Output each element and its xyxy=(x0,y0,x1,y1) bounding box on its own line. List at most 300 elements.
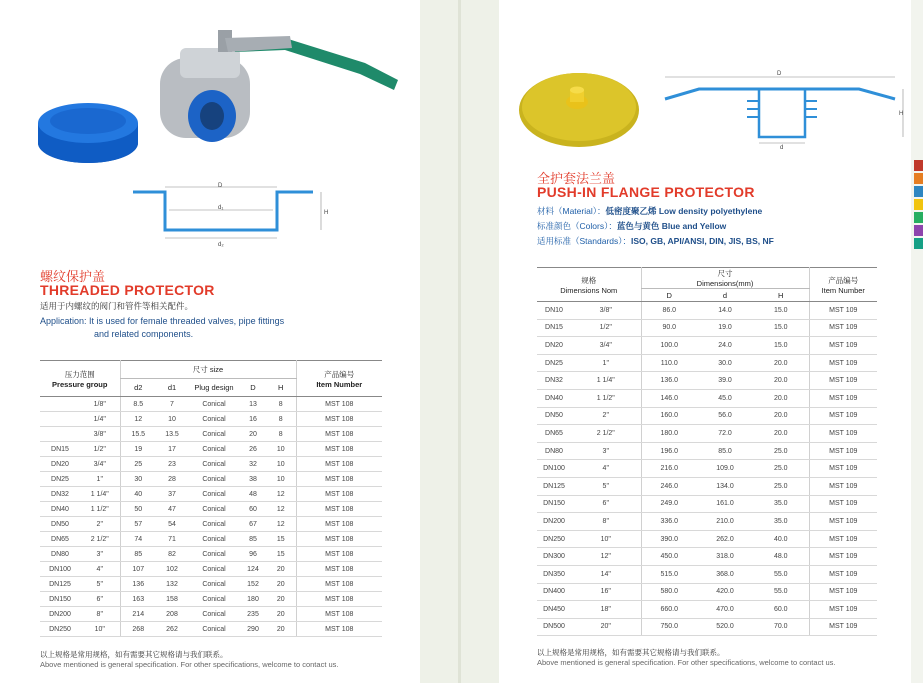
table-cell: 18" xyxy=(571,601,641,619)
table-cell: DN15 xyxy=(40,442,80,457)
table-cell xyxy=(40,412,80,427)
colors-label: 标准颜色（Colors）： xyxy=(537,221,617,231)
col-D: D xyxy=(641,289,697,302)
col-d2: d2 xyxy=(120,379,156,397)
table-cell: 30.0 xyxy=(697,354,753,372)
pressure-group-header xyxy=(40,361,120,397)
table-cell: 390.0 xyxy=(641,530,697,548)
chapter-tab[interactable] xyxy=(914,160,923,171)
table-cell: 1/8" xyxy=(80,397,120,412)
table-cell: 3/8" xyxy=(571,302,641,320)
chapter-tab[interactable] xyxy=(914,225,923,236)
table-cell: 6" xyxy=(571,495,641,513)
table-cell: 136.0 xyxy=(641,372,697,390)
table-cell: 110.0 xyxy=(641,354,697,372)
col-H: H xyxy=(778,290,784,300)
application-cn: 适用于内螺纹的阀门和管件等相关配件。 xyxy=(40,301,194,311)
standards-label: 适用标准（Standards）： xyxy=(537,236,631,246)
dim-label-D: D xyxy=(218,183,223,189)
chapter-tab[interactable] xyxy=(914,186,923,197)
table-row xyxy=(537,407,877,425)
table-cell: 246.0 xyxy=(641,477,697,495)
table-cell: 20.0 xyxy=(753,407,809,425)
table-cell: 1 1/2" xyxy=(80,502,120,517)
table-cell: MST 109 xyxy=(809,407,877,425)
table-cell: 470.0 xyxy=(697,601,753,619)
table-cell: 24.0 xyxy=(697,337,753,355)
chapter-tab[interactable] xyxy=(914,238,923,249)
threaded-protector-diagram xyxy=(125,180,345,250)
table-cell: 15 xyxy=(266,532,296,547)
table-cell: 12 xyxy=(266,517,296,532)
table-cell: 12" xyxy=(571,548,641,566)
dim-cn: 尺寸 xyxy=(717,269,733,278)
table-cell: 3" xyxy=(571,442,641,460)
table-cell: 2 1/2" xyxy=(571,425,641,443)
table-cell: 8 xyxy=(266,397,296,412)
table-cell: 20.0 xyxy=(753,425,809,443)
table-cell: 20 xyxy=(266,607,296,622)
table-cell: 6" xyxy=(80,592,120,607)
table-cell: 102 xyxy=(156,562,188,577)
table-cell: DN40 xyxy=(40,502,80,517)
table-cell: 16" xyxy=(571,583,641,601)
table-cell: Conical xyxy=(188,562,240,577)
table-cell: MST 109 xyxy=(809,477,877,495)
table-cell: 32 xyxy=(240,457,266,472)
table-cell: 10 xyxy=(156,412,188,427)
table-cell: 10 xyxy=(266,457,296,472)
table-cell: MST 109 xyxy=(809,442,877,460)
table-cell: 10" xyxy=(80,622,120,637)
table-cell: 8.5 xyxy=(120,397,156,412)
table-cell: DN25 xyxy=(537,354,571,372)
table-cell: MST 108 xyxy=(296,607,382,622)
table-cell: 750.0 xyxy=(641,618,697,636)
table-cell: MST 108 xyxy=(296,577,382,592)
table-row xyxy=(40,487,382,502)
col-d: d xyxy=(722,290,728,300)
table-cell: 420.0 xyxy=(697,583,753,601)
table-cell: 28 xyxy=(156,472,188,487)
flange-protector-photo xyxy=(517,62,647,152)
dimensions-header xyxy=(641,268,809,289)
table-row xyxy=(537,425,877,443)
chapter-tab[interactable] xyxy=(914,212,923,223)
pressure-cn: 压力范围 xyxy=(64,369,95,379)
table-cell: 10 xyxy=(266,472,296,487)
table-cell: 45.0 xyxy=(697,389,753,407)
table-cell: Conical xyxy=(188,502,240,517)
table-cell: 5" xyxy=(571,477,641,495)
table-cell: Conical xyxy=(188,622,240,637)
table-cell: 60 xyxy=(240,502,266,517)
table-row xyxy=(40,592,382,607)
flange-protector-diagram xyxy=(659,65,909,150)
table-cell: 262.0 xyxy=(697,530,753,548)
table-row xyxy=(537,618,877,636)
table-row xyxy=(537,477,877,495)
table-cell: DN125 xyxy=(40,577,80,592)
table-cell: DN10 xyxy=(537,302,571,320)
table-cell: 450.0 xyxy=(641,548,697,566)
table-cell: DN50 xyxy=(40,517,80,532)
table-cell: DN250 xyxy=(40,622,80,637)
table-cell: 1" xyxy=(571,354,641,372)
standards-value: ISO, GB, API/ANSI, DIN, JIS, BS, NF xyxy=(631,236,774,246)
table-cell: MST 109 xyxy=(809,319,877,337)
table-cell: 196.0 xyxy=(641,442,697,460)
table-cell: 16 xyxy=(240,412,266,427)
table-cell: DN65 xyxy=(40,532,80,547)
table-cell: 74 xyxy=(120,532,156,547)
table-cell: 15.0 xyxy=(753,337,809,355)
table-cell: Conical xyxy=(188,592,240,607)
table-cell: 290 xyxy=(240,622,266,637)
table-cell: MST 108 xyxy=(296,547,382,562)
table-cell: 249.0 xyxy=(641,495,697,513)
size-header: 尺寸 size xyxy=(120,361,296,379)
standards-line xyxy=(537,236,774,246)
table-cell: 48 xyxy=(240,487,266,502)
table-cell: 515.0 xyxy=(641,565,697,583)
table-cell: 3/4" xyxy=(571,337,641,355)
table-cell: 8" xyxy=(80,607,120,622)
table-cell: DN200 xyxy=(537,513,571,531)
table-cell: 163 xyxy=(120,592,156,607)
table-cell: MST 108 xyxy=(296,502,382,517)
table-cell: MST 108 xyxy=(296,562,382,577)
table-cell: Conical xyxy=(188,517,240,532)
dimensions-nom-header xyxy=(537,268,641,302)
table-cell: 50 xyxy=(120,502,156,517)
spec-en: Dimensions Nom xyxy=(560,285,618,295)
table-cell: 72.0 xyxy=(697,425,753,443)
table-cell: 14.0 xyxy=(697,302,753,320)
table-cell: 1/4" xyxy=(80,412,120,427)
table-cell: DN250 xyxy=(537,530,571,548)
application-en-2: and related components. xyxy=(94,329,194,339)
table-cell: 8 xyxy=(266,412,296,427)
table-cell: Conical xyxy=(188,427,240,442)
table-cell: MST 109 xyxy=(809,337,877,355)
table-cell xyxy=(40,427,80,442)
table-cell: 10" xyxy=(571,530,641,548)
table-cell: 4" xyxy=(571,460,641,478)
item-number-header xyxy=(809,268,877,302)
dim-label-H: H xyxy=(324,210,329,216)
item-number-header xyxy=(296,361,382,397)
flange-spec-table xyxy=(537,267,877,636)
table-cell: 40 xyxy=(120,487,156,502)
table-cell: 146.0 xyxy=(641,389,697,407)
table-cell: 109.0 xyxy=(697,460,753,478)
dim-label-D: D xyxy=(777,71,782,77)
table-cell: 20 xyxy=(266,562,296,577)
table-cell: 40.0 xyxy=(753,530,809,548)
table-cell: 132 xyxy=(156,577,188,592)
table-cell: DN20 xyxy=(537,337,571,355)
table-cell: 82 xyxy=(156,547,188,562)
table-cell: MST 108 xyxy=(296,397,382,412)
table-cell: 25.0 xyxy=(753,477,809,495)
col-plug: Plug design xyxy=(194,383,234,392)
table-cell: 318.0 xyxy=(697,548,753,566)
table-cell: DN25 xyxy=(40,472,80,487)
table-cell: Conical xyxy=(188,487,240,502)
table-cell: Conical xyxy=(188,397,240,412)
table-cell: DN50 xyxy=(537,407,571,425)
table-cell: DN80 xyxy=(537,442,571,460)
table-cell: DN200 xyxy=(40,607,80,622)
table-cell: 39.0 xyxy=(697,372,753,390)
table-cell: 5" xyxy=(80,577,120,592)
table-row xyxy=(40,427,382,442)
table-cell: MST 109 xyxy=(809,389,877,407)
table-cell: 152 xyxy=(240,577,266,592)
page-title: PUSH-IN FLANGE PROTECTOR xyxy=(537,184,755,200)
table-cell: 3" xyxy=(80,547,120,562)
table-row xyxy=(40,547,382,562)
table-row xyxy=(40,472,382,487)
table-cell: MST 109 xyxy=(809,618,877,636)
dim-en: Dimensions(mm) xyxy=(696,279,754,288)
table-cell: 56.0 xyxy=(697,407,753,425)
table-cell: MST 108 xyxy=(296,622,382,637)
table-cell: DN32 xyxy=(537,372,571,390)
table-cell: 158 xyxy=(156,592,188,607)
dim-label-d: d xyxy=(780,145,784,150)
table-row xyxy=(537,601,877,619)
table-cell: 20.0 xyxy=(753,372,809,390)
table-cell: 17 xyxy=(156,442,188,457)
table-cell: 268 xyxy=(120,622,156,637)
table-cell: 2 1/2" xyxy=(80,532,120,547)
table-row xyxy=(537,513,877,531)
material-value: 低密度聚乙烯 Low density polyethylene xyxy=(605,206,763,216)
table-cell: 368.0 xyxy=(697,565,753,583)
table-cell: 85.0 xyxy=(697,442,753,460)
table-row xyxy=(40,397,382,412)
table-cell: DN450 xyxy=(537,601,571,619)
table-cell: 20.0 xyxy=(753,354,809,372)
table-cell: 55.0 xyxy=(753,565,809,583)
table-cell: 90.0 xyxy=(641,319,697,337)
table-row xyxy=(40,532,382,547)
table-cell: 15.5 xyxy=(120,427,156,442)
table-cell: MST 108 xyxy=(296,592,382,607)
threaded-protector-photo xyxy=(30,18,410,168)
table-cell: DN65 xyxy=(537,425,571,443)
table-cell: DN150 xyxy=(40,592,80,607)
material-line xyxy=(537,206,762,216)
table-cell: 38 xyxy=(240,472,266,487)
table-cell: 13.5 xyxy=(156,427,188,442)
table-cell: 160.0 xyxy=(641,407,697,425)
table-cell: 60.0 xyxy=(753,601,809,619)
table-cell: 660.0 xyxy=(641,601,697,619)
table-cell: 14" xyxy=(571,565,641,583)
table-cell: MST 109 xyxy=(809,583,877,601)
table-cell: 4" xyxy=(80,562,120,577)
chapter-tabs xyxy=(914,160,923,251)
footer-note-cn: 以上规格是常用规格，如有需要其它规格请与我们联系。 xyxy=(40,650,228,659)
table-cell: DN350 xyxy=(537,565,571,583)
table-cell: 2" xyxy=(80,517,120,532)
table-cell: 12 xyxy=(120,412,156,427)
page-gutter xyxy=(420,0,499,683)
table-row xyxy=(537,460,877,478)
page-fold xyxy=(458,0,461,683)
table-cell: 107 xyxy=(120,562,156,577)
table-cell: 134.0 xyxy=(697,477,753,495)
table-cell: MST 109 xyxy=(809,530,877,548)
left-page xyxy=(0,0,420,683)
table-cell: Conical xyxy=(188,472,240,487)
table-row xyxy=(537,372,877,390)
table-cell: 520.0 xyxy=(697,618,753,636)
table-cell: 262 xyxy=(156,622,188,637)
table-cell: MST 108 xyxy=(296,427,382,442)
table-cell: 85 xyxy=(240,532,266,547)
table-cell: 20 xyxy=(266,577,296,592)
table-cell: MST 108 xyxy=(296,487,382,502)
page-title-cn: 螺纹保护盖 xyxy=(40,269,106,284)
table-row xyxy=(537,319,877,337)
table-cell: Conical xyxy=(188,412,240,427)
item-en: Item Number xyxy=(316,379,363,389)
table-cell: Conical xyxy=(188,442,240,457)
table-cell: 15 xyxy=(266,547,296,562)
table-cell: MST 109 xyxy=(809,425,877,443)
col-d1: d1 xyxy=(167,383,177,392)
table-cell: 580.0 xyxy=(641,583,697,601)
table-cell: Conical xyxy=(188,532,240,547)
table-cell: MST 109 xyxy=(809,302,877,320)
colors-line xyxy=(537,221,726,231)
table-cell: 19 xyxy=(120,442,156,457)
spec-cn: 规格 xyxy=(581,275,597,285)
table-cell: 100.0 xyxy=(641,337,697,355)
footer-note-en: Above mentioned is general specification. For other specifications, welcome to contact us. xyxy=(40,660,339,669)
table-cell: MST 109 xyxy=(809,565,877,583)
table-cell: 2" xyxy=(571,407,641,425)
table-cell: 208 xyxy=(156,607,188,622)
table-cell: 55.0 xyxy=(753,583,809,601)
table-cell: MST 108 xyxy=(296,532,382,547)
table-row xyxy=(40,442,382,457)
table-row xyxy=(537,495,877,513)
pressure-en: Pressure group xyxy=(52,379,108,389)
table-cell: 35.0 xyxy=(753,495,809,513)
table-cell: MST 108 xyxy=(296,517,382,532)
table-row xyxy=(537,337,877,355)
table-cell: 19.0 xyxy=(697,319,753,337)
table-cell: 35.0 xyxy=(753,513,809,531)
chapter-tab[interactable] xyxy=(914,173,923,184)
table-cell: MST 109 xyxy=(809,354,877,372)
table-row xyxy=(537,565,877,583)
table-cell: DN15 xyxy=(537,319,571,337)
table-cell: 1" xyxy=(80,472,120,487)
dim-label-d1: d₁ xyxy=(218,205,224,211)
table-row xyxy=(40,577,382,592)
table-cell: MST 108 xyxy=(296,442,382,457)
table-row xyxy=(40,622,382,637)
table-row xyxy=(537,583,877,601)
table-cell: 3/4" xyxy=(80,457,120,472)
table-cell: DN20 xyxy=(40,457,80,472)
table-cell: 15.0 xyxy=(753,302,809,320)
table-cell: 8" xyxy=(571,513,641,531)
table-cell: 1/2" xyxy=(571,319,641,337)
table-cell: 235 xyxy=(240,607,266,622)
item-cn: 产品编号 xyxy=(828,275,859,285)
dim-label-H: H xyxy=(899,111,904,117)
table-cell: MST 109 xyxy=(809,495,877,513)
table-cell: 13 xyxy=(240,397,266,412)
table-row xyxy=(40,517,382,532)
table-cell: 25 xyxy=(120,457,156,472)
table-row xyxy=(40,562,382,577)
chapter-tab[interactable] xyxy=(914,199,923,210)
table-cell: 20 xyxy=(240,427,266,442)
table-row xyxy=(40,607,382,622)
table-row xyxy=(40,457,382,472)
table-cell: 23 xyxy=(156,457,188,472)
table-cell: Conical xyxy=(188,577,240,592)
table-cell: 67 xyxy=(240,517,266,532)
footer-note-en: Above mentioned is general specification. For other specifications, welcome to contact us. xyxy=(537,658,836,667)
table-cell: 15.0 xyxy=(753,319,809,337)
table-cell: MST 109 xyxy=(809,601,877,619)
page-title: THREADED PROTECTOR xyxy=(40,282,215,298)
table-cell: 124 xyxy=(240,562,266,577)
threaded-spec-table xyxy=(40,360,382,637)
table-cell: 1 1/4" xyxy=(80,487,120,502)
table-cell: MST 108 xyxy=(296,457,382,472)
colors-value: 蓝色与黄色 Blue and Yellow xyxy=(616,221,727,231)
table-cell: MST 109 xyxy=(809,372,877,390)
application-en-1: Application: It is used for female threaded valves, pipe fittings xyxy=(40,316,285,326)
table-cell: 20 xyxy=(266,622,296,637)
table-cell: 96 xyxy=(240,547,266,562)
table-cell: 85 xyxy=(120,547,156,562)
table-cell: DN32 xyxy=(40,487,80,502)
table-cell: 161.0 xyxy=(697,495,753,513)
table-row xyxy=(537,354,877,372)
table-cell: 71 xyxy=(156,532,188,547)
page-title-cn: 全护套法兰盖 xyxy=(537,171,616,186)
table-row xyxy=(537,389,877,407)
table-cell: 25.0 xyxy=(753,442,809,460)
table-cell: 20 xyxy=(266,592,296,607)
material-label: 材料（Material）： xyxy=(537,206,606,216)
table-cell: 216.0 xyxy=(641,460,697,478)
table-cell: DN100 xyxy=(40,562,80,577)
table-cell: 1/2" xyxy=(80,442,120,457)
table-cell: 10 xyxy=(266,442,296,457)
table-row xyxy=(537,302,877,320)
table-cell: 336.0 xyxy=(641,513,697,531)
table-row xyxy=(40,502,382,517)
table-cell: 37 xyxy=(156,487,188,502)
table-cell: 180.0 xyxy=(641,425,697,443)
table-cell: MST 108 xyxy=(296,412,382,427)
table-cell: 48.0 xyxy=(753,548,809,566)
table-cell: 30 xyxy=(120,472,156,487)
table-cell: DN80 xyxy=(40,547,80,562)
